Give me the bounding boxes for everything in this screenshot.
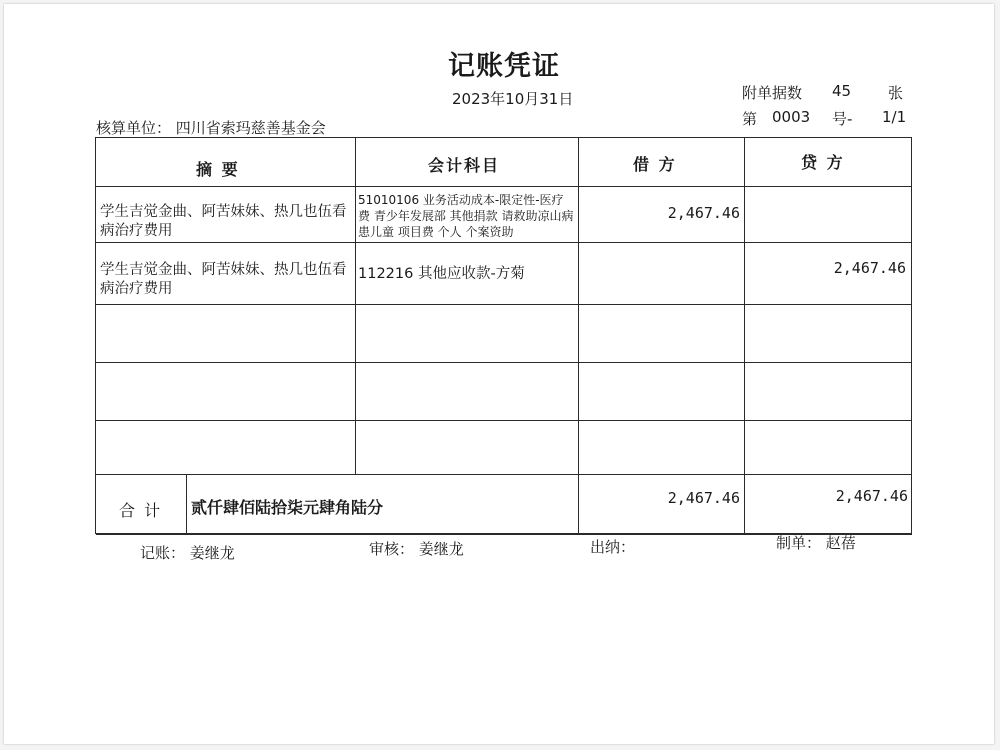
attachments-label: 附单据数 [742, 84, 803, 102]
header-credit: 贷 方 [801, 153, 845, 172]
reviewer-name: 姜继龙 [418, 540, 464, 558]
row2-credit: 2,467.46 [833, 259, 906, 277]
total-credit: 2,467.46 [835, 487, 908, 505]
col-divider [355, 137, 356, 475]
bookkeeper-signature [140, 542, 235, 563]
col-divider [578, 137, 579, 534]
total-debit: 2,467.46 [667, 489, 740, 507]
preparer-label: 制单： [776, 534, 822, 552]
voucher-no-prefix: 第 [742, 110, 758, 128]
table-border-left [95, 137, 96, 534]
row-divider [96, 242, 912, 243]
row-divider [96, 420, 912, 421]
row-divider [96, 304, 912, 305]
voucher-number [742, 108, 912, 128]
row-divider [96, 362, 912, 363]
preparer-signature [776, 532, 856, 553]
accounting-unit [96, 117, 326, 138]
reviewer-signature [369, 538, 464, 559]
row1-debit: 2,467.46 [667, 204, 740, 222]
reviewer-label: 审核： [369, 540, 415, 558]
attachments-count [742, 82, 904, 103]
attachments-number: 45 [832, 82, 852, 100]
voucher-page: 1/1 [882, 108, 907, 126]
row1-summary: 学生吉觉金曲、阿苦妹妹、热几也伍看病治疗费用 [100, 204, 347, 239]
header-debit: 借 方 [633, 155, 677, 174]
row2-account: 112216 其他应收款-方菊 [358, 266, 525, 282]
cashier-signature [590, 536, 635, 557]
voucher-title: 记账凭证 [448, 51, 560, 82]
table-border-top [95, 137, 911, 138]
cashier-label: 出纳： [590, 538, 636, 556]
header-summary: 摘 要 [196, 160, 240, 179]
bookkeeper-label: 记账： [140, 544, 186, 562]
unit-name: 四川省索玛慈善基金会 [175, 119, 326, 137]
col-divider [744, 137, 745, 534]
attachments-unit: 张 [888, 84, 904, 102]
row-divider [96, 474, 912, 475]
header-divider [96, 186, 912, 187]
preparer-name: 赵蓓 [825, 534, 856, 552]
col-divider [186, 474, 187, 534]
unit-label: 核算单位： [96, 119, 172, 137]
total-label: 合 计 [119, 501, 163, 520]
bookkeeper-name: 姜继龙 [189, 544, 235, 562]
voucher-no-suffix: 号- [832, 110, 853, 128]
voucher-no-value: 0003 [772, 108, 811, 126]
row2-summary: 学生吉觉金曲、阿苦妹妹、热几也伍看病治疗费用 [100, 262, 347, 297]
row1-account: 51010106 业务活动成本-限定性-医疗费 青少年发展部 其他捐款 请救助凉山病患儿童 项目费 个人 个案资助 [358, 193, 574, 239]
header-account: 会计科目 [428, 156, 501, 175]
voucher-date: 2023年10月31日 [452, 90, 574, 108]
total-amount-words: 贰仟肆佰陆拾柒元肆角陆分 [191, 498, 384, 517]
table-border-right [911, 137, 912, 534]
